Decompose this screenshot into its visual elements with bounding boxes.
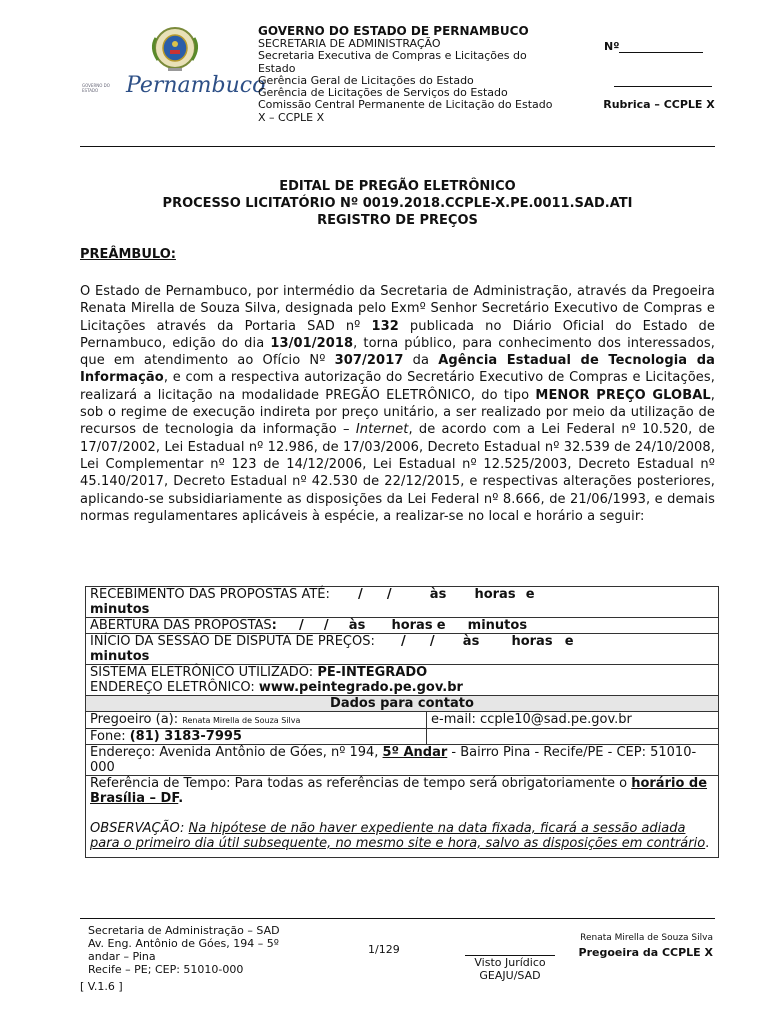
- bold-run: MENOR PREÇO GLOBAL: [535, 387, 711, 403]
- header-text: [258, 24, 558, 124]
- row-abertura: ABERTURA DAS PROPOSTAS: / / às horas e minutos: [86, 618, 718, 634]
- date-slash: /: [299, 618, 304, 633]
- header-line: Gerência Geral de Licitações do Estado: [258, 73, 474, 87]
- schedule-table: [85, 586, 719, 858]
- rubrica-label: Rubrica – CCPLE X: [603, 98, 715, 111]
- visto-juridico: [460, 956, 560, 982]
- text-run: , de acordo com a Lei Federal nº 10.520, de 17/07/2002, Lei Estadual nº 12.986, de 17/03/2006, Decreto Estadual nº 32.539 de 24/10/2008, Lei Complementar nº 123 de 14/12/2006, Lei Estadual nº 12.525/2003, Decreto Estadual nº 45.140/2017, Decreto Estadual nº 42.530 de 22/12/2015, e respectivas alterações posteriores, aplicando-se subsidiariamente as disposições da Lei Federal nº 8.666, de 21/06/1993, e demais normas regulamentares aplicáveis à espécie, a realizar-se no local e horário a seguir:: [80, 422, 715, 524]
- minutos-word: minutos: [467, 618, 528, 633]
- logo-wordmark: Pernambuco: [126, 73, 266, 98]
- header-line: SECRETARIA DE ADMINISTRAÇÃO: [258, 37, 441, 50]
- footer-address: [88, 924, 308, 976]
- obs-text: Na hipótese de não haver expediente na data fixada, ficará a sessão adiada para o primeiro dia útil subsequente, no mesmo site e hora, salvo as disposições em contrário: [90, 821, 706, 851]
- horas-word: horas: [474, 587, 516, 602]
- sistema-label: SISTEMA ELETRÔNICO UTILIZADO:: [90, 665, 318, 680]
- numero-line: [619, 42, 703, 53]
- document-title: [80, 178, 715, 229]
- minutos-word: minutos: [90, 649, 150, 664]
- fone-label: Fone:: [90, 729, 130, 744]
- e-word: e: [525, 587, 535, 602]
- footer-addr-line: Recife – PE; CEP: 51010-000: [88, 963, 244, 976]
- inicio-label: INÍCIO DA SESSÃO DE DISPUTA DE PREÇOS:: [90, 634, 375, 649]
- numero-label: Nº: [604, 40, 620, 53]
- bold-run: Agência Estadual de Tecnologia da Informação: [80, 353, 715, 386]
- bold-run: 307/2017: [334, 353, 404, 369]
- header-line: Gerência de Licitações de Serviços do Estado: [258, 86, 508, 100]
- horas-word: horas: [511, 634, 553, 649]
- date-slash: /: [429, 634, 435, 649]
- bold-run: 132: [371, 318, 399, 334]
- row-referencia: Referência de Tempo: Para todas as referências de tempo será obrigatoriamente o horário de Brasília – DF. OBSERVAÇÃO: Na hipótese de não haver expediente na data fixada, ficará a sessão adiada para o primeiro dia útil subsequente, no mesmo site e hora, salvo as disposições em contrário.: [90, 776, 710, 851]
- e-word: e: [436, 618, 446, 633]
- as-word: às: [462, 634, 480, 649]
- version-label: [ V.1.6 ]: [80, 980, 123, 993]
- text-run: da: [403, 353, 439, 369]
- as-word: às: [429, 587, 447, 602]
- logo-small-text: GOVERNO DO ESTADO: [82, 83, 110, 93]
- pregoeiro-value: Renata Mirella de Souza Silva: [182, 716, 301, 725]
- email-value[interactable]: e-mail: ccple10@sad.pe.gov.br: [431, 712, 632, 727]
- minutos-word: minutos: [90, 602, 150, 617]
- footer-signature: [578, 933, 713, 959]
- header-line: Comissão Central Permanente de Licitação do Estado X – CCPLE X: [258, 98, 553, 124]
- recebimento-label: RECEBIMENTO DAS PROPOSTAS ATÉ:: [90, 587, 330, 602]
- obs-label: OBSERVAÇÃO:: [90, 821, 189, 836]
- row-sistema: [86, 665, 718, 696]
- address-andar: 5º Andar: [382, 745, 448, 760]
- address-text: Endereço: Avenida Antônio de Góes, nº 194,: [90, 745, 383, 760]
- text-run: , torna público, para conhecimento dos interessados, que em atendimento ao Ofício Nº: [80, 335, 715, 369]
- footer-addr-line: Av. Eng. Antônio de Góes, 194 – 5º andar – Pina: [88, 937, 279, 963]
- as-word: às: [348, 618, 366, 633]
- e-word: e: [564, 634, 574, 649]
- row-fone: [86, 729, 718, 745]
- ref-text: Referência de Tempo: Para todas as referências de tempo será obrigatoriamente o: [90, 776, 632, 791]
- date-slash: /: [386, 587, 392, 602]
- horas-word: horas: [391, 618, 433, 633]
- sistema-value: PE-INTEGRADO: [317, 665, 428, 680]
- visto-label: Visto Jurídico: [474, 956, 546, 969]
- address-text: - Bairro Pina - Recife/PE - CEP: 51010-000: [90, 745, 697, 775]
- footer-addr-line: Secretaria de Administração – SAD: [88, 924, 280, 937]
- pregoeiro-label: Pregoeiro (a):: [90, 712, 183, 727]
- preambulo-paragraph: [80, 283, 715, 525]
- ref-bold: horário de Brasília – DF: [90, 776, 708, 806]
- page-number: 1/129: [368, 943, 400, 956]
- footer-divider: [80, 918, 715, 919]
- empty-cell: [427, 729, 718, 744]
- text-run: O Estado de Pernambuco, por intermédio da Secretaria de Administração, através da Pregoeira Renata Mirella de Souza Silva, designada pelo Exmº Senhor Secretário Executivo de Compras e Licitações através da Portaria SAD nº: [80, 284, 715, 334]
- header-line: Secretaria Executiva de Compras e Licitações do Estado: [258, 49, 527, 75]
- pernambuco-logo: [80, 26, 266, 111]
- row-pregoeiro: [86, 712, 718, 729]
- endereco-label: ENDEREÇO ELETRÔNICO:: [90, 680, 259, 695]
- title-line-3: REGISTRO DE PREÇOS: [317, 213, 478, 228]
- numero-field: [604, 40, 703, 53]
- row-inicio: [86, 634, 718, 665]
- text-run: , e com a respectiva autorização do Secretário Executivo de Compras e Licitações, realizará a licitação na modalidade PREGÃO ELETRÔNICO, do tipo: [80, 370, 715, 403]
- contato-heading: Dados para contato: [86, 696, 718, 712]
- text-run: , sob o regime de execução indireta por preço unitário, a ser realizado por meio da utilização de recursos de tecnologia da informação –: [80, 387, 715, 438]
- bold-run: 13/01/2018: [270, 335, 354, 351]
- title-line-1: EDITAL DE PREGÃO ELETRÔNICO: [279, 179, 516, 194]
- header-divider: [80, 146, 715, 147]
- preambulo-heading: PREÂMBULO:: [80, 247, 176, 262]
- italic-run: Internet: [355, 422, 409, 438]
- sign-name: Renata Mirella de Souza Silva: [580, 933, 713, 943]
- coat-of-arms-icon: [80, 26, 230, 111]
- endereco-link[interactable]: www.peintegrado.pe.gov.br: [258, 680, 463, 695]
- text-run: publicada no Diário Oficial do Estado de Pernambuco, edição do dia: [80, 318, 715, 351]
- date-slash: /: [358, 587, 363, 602]
- fone-value: (81) 3183-7995: [129, 729, 242, 744]
- row-endereco: [86, 745, 718, 776]
- header-gov: GOVERNO DO ESTADO DE PERNAMBUCO: [258, 24, 529, 38]
- row-recebimento: [86, 587, 718, 618]
- title-line-2: PROCESSO LICITATÓRIO Nº 0019.2018.CCPLE-X.PE.0011.SAD.ATI: [162, 196, 633, 211]
- date-slash: /: [401, 634, 406, 649]
- abertura-label: ABERTURA DAS PROPOSTAS: [90, 618, 272, 633]
- visto-dept: GEAJU/SAD: [479, 969, 541, 982]
- date-slash: /: [323, 618, 329, 633]
- rubrica-line: [614, 86, 712, 87]
- sign-role: Pregoeira da CCPLE X: [578, 946, 713, 959]
